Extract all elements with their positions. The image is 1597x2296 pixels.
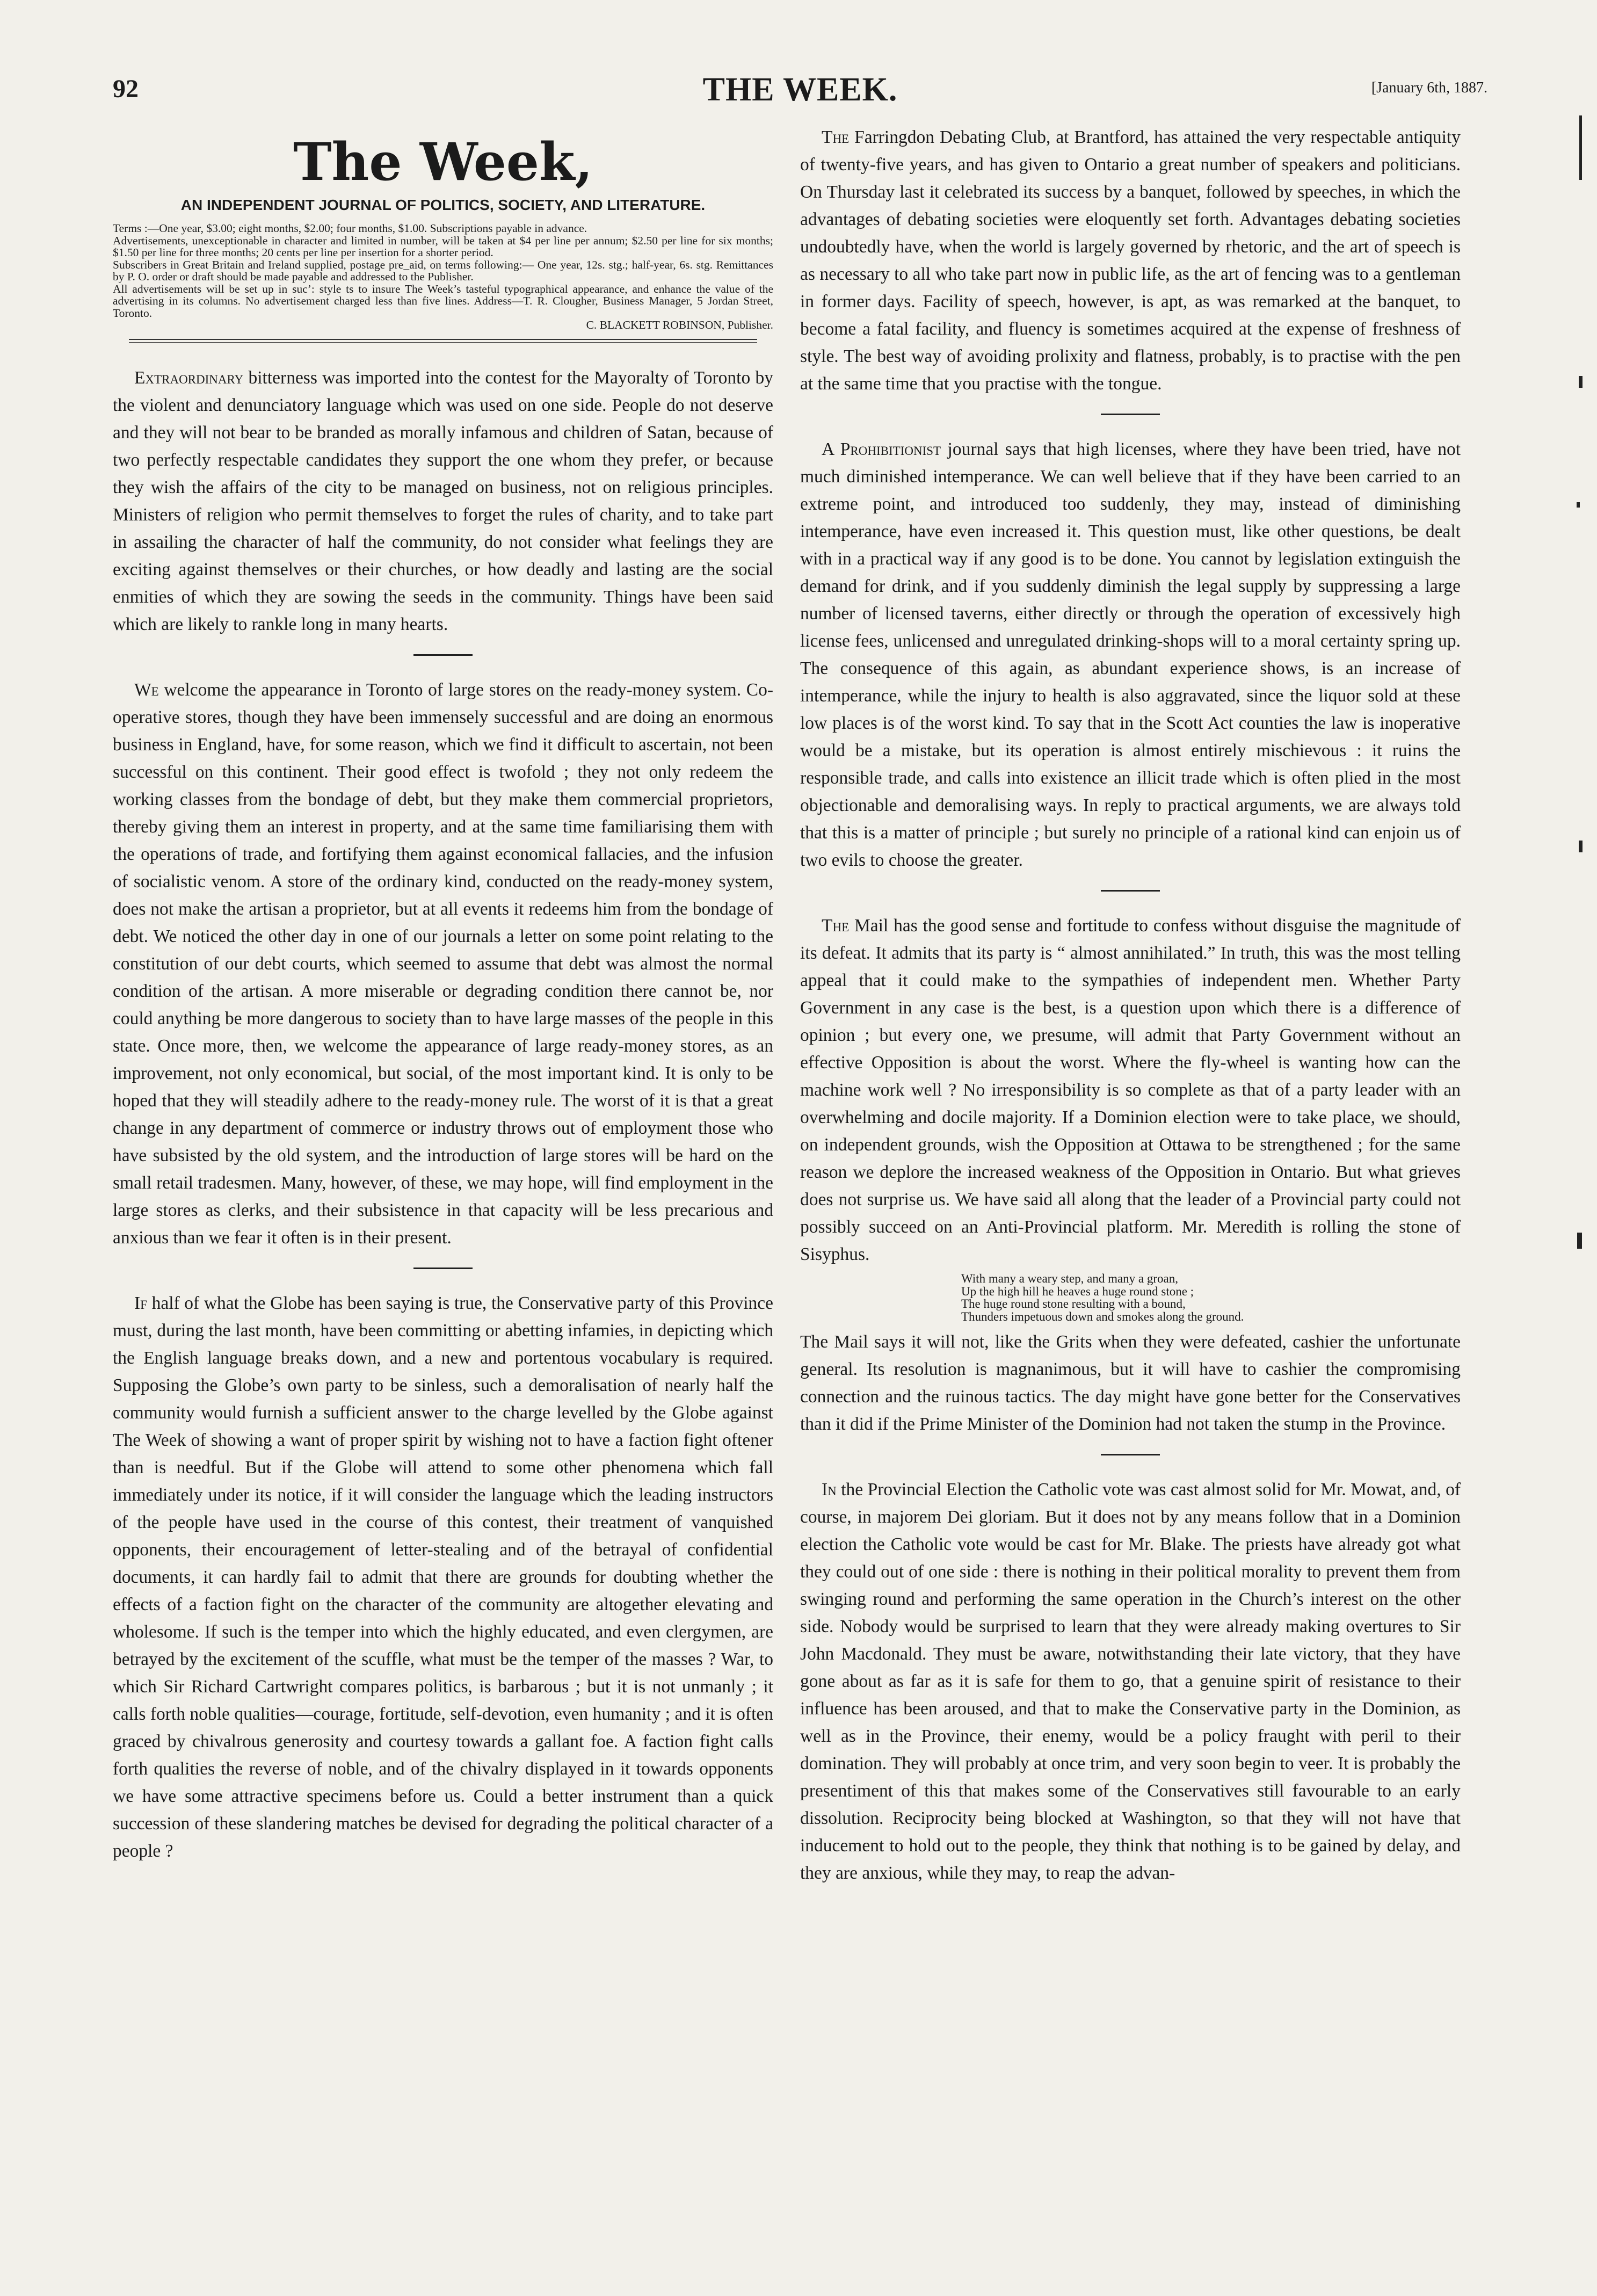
article-body: journal says that high licenses, where they have been tried, have not much diminished intemperance. We can well believe that if they have been carried to an extreme point, and introduced too suddenly, they may, instead of diminishing intemperance, have even increased it. This question must, like other questions, be dealt with in a practical way if any good is to be done. You cannot by legislation extinguish the demand for drink, and if you suddenly diminish the legal supply by suppressing a large number of licensed taverns, either directly or through the operation of excessively high license fees, unlicensed and unregulated drinking-shops will to a moral certainty spring up. The consequence of this again, as abundant experience shows, is an increase of intemperance, while the injury to health is also aggravated, since the liquor sold at these low places is of the worst kind. To say that in the Scott Act counties the law is inoperative would be a mistake, but its operation is almost entirely mischievous : it ruins the responsible trade, and calls into existence an illicit trade which is often plied in the most objectionable and demoralising ways. In reply to practical arguments, we are always told that this is a matter of principle ; but surely no principle of a rational kind can enjoin us of two evils to choose the greater. xyxy=(800,439,1461,870)
article-mail xyxy=(800,912,1461,1268)
article-body: Mail has the good sense and fortitude to confess without disguise the magnitude of its defeat. It admits that its party is “ almost annihilated.” In truth, this was the most telling appeal that it could make to the sympathies of independent men. Whether Party Government in any case is the best, is a question upon which there is a difference of opinion ; but every one, we presume, will admit that Party Government without an effective Opposition is about the worst. Where the fly-wheel is wanting how can the machine work well ? No irresponsibility is so complete as that of a party leader with an overwhelming and docile majority. If a Dominion election were to take place, we should, on independent grounds, wish the Opposition at Ottawa to be strengthened ; for the same reason we deplore the increased weakness of the Opposition in Ontario. But what grieves does not surprise us. We have said all along that the leader of a Provincial party could not possibly succeed on an Anti-Provincial platform. Mr. Meredith is rolling the stone of Sisyphus. xyxy=(800,916,1461,1264)
section-divider xyxy=(1101,890,1160,892)
article-lead: The xyxy=(822,916,850,936)
poem-line: Thunders impetuous down and smokes along the ground. xyxy=(961,1309,1244,1323)
margin-scan-mark xyxy=(1579,841,1583,852)
article-debating-club xyxy=(800,124,1461,397)
article-mail-continued: The Mail says it will not, like the Grits when they were defeated, cashier the unfortunate general. Its resolution is magnanimous, but it will have to cashier the compromising connection and the ruinous tactics. The day might have gone better for the Conservatives than it did if the Prime Minister of the Dominion had not taken the stump in the Province. xyxy=(800,1332,1461,1434)
article-prohibition xyxy=(800,436,1461,874)
masthead-subtitle: AN INDEPENDENT JOURNAL OF POLITICS, SOCIETY, AND LITERATURE. xyxy=(180,197,706,213)
margin-scan-mark xyxy=(1577,502,1580,508)
article-catholic-vote xyxy=(800,1476,1461,1887)
margin-scan-mark xyxy=(1579,115,1582,180)
newspaper-title: THE WEEK. xyxy=(702,71,898,108)
article-body: half of what the Globe has been saying is true, the Conservative party of this Province must, during the last month, have been committing or abetting infamies, in depicting which the English language breaks down, and a new and portentous vocabulary is required. Supposing the Globe’s own party to be sinless, such a demoralisation of nearly half the community would furnish a sufficient answer to the charge levelled by the Globe against The Week of showing a want of proper spirit by wishing not to have a faction fight oftener than is needful. But if the Globe will attend to some other phenomena which fall immediately under its notice, if it will consider the language which the leading instructors of the people have used in the course of this contest, their treatment of vanquished opponents, their encouragement of letter-stealing and of the betrayal of confidential documents, it can hardly fail to admit that there are grounds for doubting whether the effects of a faction fight on the character of the community are altogether elevating and wholesome. If such is the temper into which the highly educated, and even clergymen, are betrayed by the excitement of the scuffle, what must be the temper of the masses ? War, to which Sir Richard Cartwright compares politics, is barbarous ; but it is not unmanly ; it calls forth noble qualities—courage, fortitude, self-devotion, even humanity ; and it is often graced by chivalrous generosity and courtesy towards a gallant foe. A faction fight calls forth qualities the reverse of noble, and of the chivalry displayed in it towards opponents we have some attractive specimens before us. Could a better instrument than a quick succession of these slandering matches be devised for degrading the political character of a people ? xyxy=(113,1293,773,1861)
issue-date: [January 6th, 1887. xyxy=(1371,79,1487,96)
article-lead: We xyxy=(134,679,159,700)
page-header xyxy=(113,71,1487,108)
article-lead: Extraordinary xyxy=(134,367,244,388)
publisher-line: C. BLACKETT ROBINSON, Publisher. xyxy=(586,318,773,331)
section-divider xyxy=(413,1267,473,1269)
masthead-title: The Week, xyxy=(293,132,593,192)
article-globe xyxy=(113,1290,773,1865)
poem-line: The huge round stone resulting with a bound, xyxy=(961,1297,1186,1310)
article-body: the Provincial Election the Catholic vote was cast almost solid for Mr. Mowat, and, of course, in majorem Dei gloriam. But it does not by any means follow that in a Dominion election the Catholic vote would be cast for Mr. Blake. The priests have already got what they could out of one side : there is nothing in their political morality to prevent them from swinging round and performing the same operation in the Church’s interest on the other side. Nobody would be surprised to learn that they were already making overtures to Sir John Macdonald. They must be aware, notwithstanding their late victory, that they have gone about as far as it is safe for them to go, that a genuine spirit of resistance to their influence has been aroused, and that to make the Conservative party in the Dominion, as well as in the Province, their enemy, would be a policy fraught with peril to their domination. They will probably at once trim, and very soon begin to veer. It is probably the presentiment of this that makes some of the Conservatives still favourable to an early dissolution. Reciprocity being blocked at Washington, so that they will not have that inducement to hold out to the people, they think that nothing is to be gained by delay, and they are anxious, while they may, to reap the advan- xyxy=(800,1480,1461,1883)
article-lead: In xyxy=(822,1480,837,1500)
masthead-double-rule xyxy=(129,339,757,343)
article-lead: A Prohibitionist xyxy=(822,439,941,459)
terms-text: Terms :—One year, $3.00; eight months, $2.00; four months, $1.00. Subscriptions payable in advance. xyxy=(113,222,587,235)
advertisement-style-text: All advertisements will be set up in suc’: style ts to insure The Week’s tasteful typographical appearance, and enhance the value of the advertising in its columns. No advertisement charged less than five lines. Address—T. R. Clougher, Business Manager, 5 Jordan Street, Toronto. xyxy=(113,282,773,320)
article-mayoralty xyxy=(113,364,773,638)
section-divider xyxy=(1101,414,1160,415)
article-lead: The xyxy=(822,127,850,147)
article-body: Farringdon Debating Club, at Brantford, has attained the very respectable antiquity of twenty-five years, and has given to Ontario a great number of speakers and politicians. On Thursday last it celebrated its success by a banquet, followed by speeches, in which the advantages of debating societies were eloquently set forth. Advantages debating societies undoubtedly have, when the world is largely governed by rhetoric, and the art of speech is as necessary to all who take part now in public life, as the art of fencing was to a gentleman in former days. Facility of speech, however, is apt, as was remarked at the banquet, to become a fatal facility, and fluency is sometimes acquired at the expense of freshness of style. The best way of avoiding prolixity and flatness, probably, is to practise with the pen at the same time that you practise with the tongue. xyxy=(800,127,1461,394)
article-stores xyxy=(113,676,773,1251)
section-divider xyxy=(413,654,473,656)
page-number: 92 xyxy=(113,75,139,103)
advertisement-rates-text: Advertisements, unexceptionable in character and limited in number, will be taken at $4 per line per annum; $2.50 per line for six months; $1.50 per line for three months; 20 cents per line per insertion for a shorter period. xyxy=(113,234,773,259)
margin-scan-mark xyxy=(1579,376,1583,388)
poem-line: Up the high hill he heaves a huge round stone ; xyxy=(961,1284,1194,1298)
article-body: bitterness was imported into the contest for the Mayoralty of Toronto by the violent and denunciatory language which was used on one side. People do not deserve and they will not bear to be branded as morally infamous and children of Satan, because of two perfectly respectable candidates they support the one whom they prefer, or because they wish the affairs of the city to be managed on business, not on religious principles. Ministers of religion who permit themselves to forget the rules of charity, and to take part in assailing the character of half the community, do not consider what feelings they are exciting against themselves or their churches, or how deadly and lasting are the social enmities of which they are sowing the seeds in the community. Things have been said which are likely to rankle long in many hearts. xyxy=(113,367,773,634)
poem-line: With many a weary step, and many a groan, xyxy=(961,1272,1178,1285)
left-column xyxy=(113,124,773,1865)
subscribers-text: Subscribers in Great Britain and Ireland supplied, postage pre_aid, on terms following:— One year, 12s. stg.; half-year, 6s. stg. Remittances by P. O. order or draft should be made payable and addressed to the Publisher. xyxy=(113,258,773,283)
subscription-terms-block xyxy=(113,222,773,331)
article-body: welcome the appearance in Toronto of large stores on the ready-money system. Co-operative stores, though they have been immensely successful and are doing an enormous business in England, have, for some reason, which we find it difficult to ascertain, not been successful on this continent. Their good effect is twofold ; they not only redeem the working classes from the bondage of debt, but they make them commercial proprietors, thereby giving them an interest in property, and at the same time familiarising them with the operations of trade, and fortifying them against economical fallacies, and the infusion of socialistic venom. A store of the ordinary kind, conducted on the ready-money system, does not make the artisan a proprietor, but at all events it redeems him from the bondage of debt. We noticed the other day in one of our journals a letter on some point relating to the constitution of our debt courts, which seemed to assume that debt was almost the normal condition of the artisan. A more miserable or degrading condition there cannot be, nor could anything be more dangerous to society than to have large masses of the people in this state. Once more, then, we welcome the appearance of large ready-money stores, as an improvement, not only economical, but social, of the most important kind. It is only to be hoped that they will steadily adhere to the ready-money rule. The worst of it is that a great change in any department of commerce or industry throws out of employment those who have subsisted by the old system, and the introduction of large stores will be hard on the small retail tradesmen. Many, however, of these, we may hope, will find employment in the large stores as clerks, and their subsistence in that capacity will be less precarious and anxious than we fear it often is in their present. xyxy=(113,679,773,1248)
margin-scan-mark xyxy=(1577,1233,1582,1249)
section-divider xyxy=(1101,1454,1160,1455)
right-column xyxy=(800,124,1461,1887)
poem-quote xyxy=(961,1272,1461,1323)
article-lead: If xyxy=(134,1293,147,1313)
